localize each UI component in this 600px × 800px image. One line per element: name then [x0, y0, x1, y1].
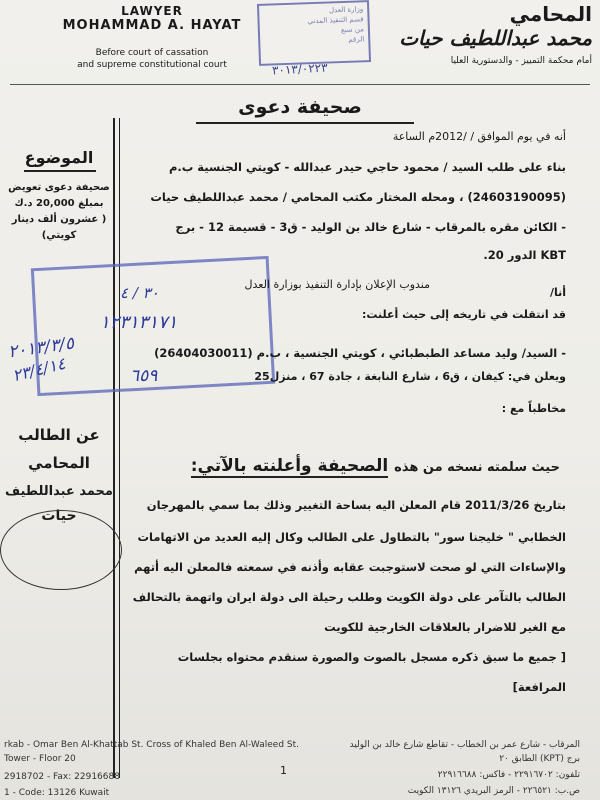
subject-line: ( عشرون ألف دينار: [11, 214, 107, 225]
court-line-1: Before court of cassation: [95, 48, 209, 58]
margin-line-outer: [113, 118, 115, 778]
footer-address-ar: المرقاب - شارع عمر بن الخطاب - تقاطع شارع خالد بن الوليد: [349, 740, 580, 750]
stamp-line: قسم التنفيذ المدني: [307, 15, 364, 26]
footer-address-en: Tower - Floor 20: [4, 754, 76, 764]
address-line-3: KBT الدور 20.: [483, 248, 566, 262]
requester-title: المحامي: [28, 454, 90, 472]
footer-phone-ar: تلفون: ٢٢٩١٦٧٠٢ - فاكس: ٢٢٩١٦٦٨٨: [437, 770, 580, 780]
address-line-2: - الكائن مقره بالمرقاب - شارع خالد بن الوليد - ق3 - قسيمة 12 - برج: [175, 220, 566, 234]
footer-code-ar: ص.ب: ٢٢٦٥٢١ - الرمز البريدي ١٣١٢٦ الكويت: [407, 786, 580, 796]
paragraph-line: الطالب بالتآمر على دولة الكويت وطلب رحيلة الى دولة ايران واتهمة بالتحالف: [132, 590, 566, 604]
subject-underline: [24, 170, 96, 172]
subject-line: صحيفة دعوى تعويض: [8, 182, 110, 193]
footer-phone-en: 2918702 - Fax: 22916688: [4, 772, 120, 782]
stamp-number: ٣٠١٣/٠٢٢٣: [271, 60, 328, 78]
footer-address-ar: برج (KPT) الطابق ٢٠: [499, 754, 580, 764]
header-divider: [10, 84, 590, 85]
footer-code-en: 1 - Code: 13126 Kuwait: [4, 788, 110, 798]
document-title: صحيفة دعوى: [238, 96, 362, 118]
lawyer-name-ar: محمد عبداللطيف حيات: [399, 26, 592, 50]
paragraph-line: [ جميع ما سبق ذكره مسجل بالصوت والصورة سنقدم محتواه بجلسات: [177, 650, 566, 664]
court-line-ar: أمام محكمة التمييز - والدستورية العليا: [450, 56, 592, 66]
page-number: 1: [280, 764, 287, 777]
letterhead-arabic: [362, 2, 592, 66]
party-line: بناء على طلب السيد / محمود حاجي حيدر عبدالله - كويتي الجنسية ب.م: [168, 160, 566, 174]
addressing-line: مخاطباً مع :: [501, 402, 566, 415]
heading-bold: الصحيفة وأعلنته بالآتي:: [190, 456, 389, 476]
stamp-handwriting: ٦٥٩: [130, 366, 158, 386]
subject-body: [6, 180, 112, 244]
date-line: أنه في يوم الموافق / /2012م الساعة: [392, 130, 566, 143]
received-stamp: [257, 0, 371, 66]
announcement-heading: [191, 456, 560, 476]
lawyer-name-en: MOHAMMAD A. HAYAT: [62, 18, 242, 33]
paragraph-line: بتاريخ 2011/3/26 قام المعلن اليه بساحة التغيير وذلك بما سمي بالمهرجان: [146, 498, 566, 512]
stamp-handwriting: ٢٠١٣/٣/٥: [6, 333, 76, 363]
lawyer-title-ar: المحامي: [509, 2, 592, 26]
stamp-handwriting: ٣٠ / ٤: [120, 284, 159, 302]
stamp-line: من سبع: [340, 25, 365, 35]
paragraph-line: مع الغير للاضرار بالعلاقات الخارجية للكويت: [324, 620, 566, 634]
heading-prefix: حيث سلمته نسخه من هذه: [394, 460, 560, 475]
requester-label: عن الطالب: [18, 426, 100, 444]
requester-surname: حيات: [41, 508, 77, 524]
footer-address-en: rkab - Omar Ben Al-Khattab St. Cross of Khaled Ben Al-Waleed St.: [4, 740, 299, 750]
ana-label: أنا/: [549, 286, 566, 299]
stamp-handwriting: ٢٣/٤/١٤: [10, 353, 68, 386]
paragraph-line: الخطابي " خليجنا سور" بالتطاول على الطالب وكال إليه العديد من الاتهامات: [137, 530, 566, 544]
signature-circle: [0, 510, 122, 590]
stamp-handwriting: ١٢٣١٣١٧١: [100, 312, 178, 333]
defendant-line: - السيد/ وليد مساعد الطبطبائي ، كويتي الجنسية ، ب.م (26404030011): [154, 346, 566, 360]
address-line-1: (24603190095) ، ومحله المختار مكتب المحامي / محمد عبداللطيف حيات: [150, 190, 566, 204]
paragraph-line: المرافعة]: [512, 680, 566, 694]
subject-title: الموضوع: [24, 148, 94, 167]
stamp-line: وزارة العدل: [328, 5, 364, 15]
margin-line-inner: [119, 118, 120, 778]
requester-name: محمد عبداللطيف: [5, 484, 113, 499]
defendant-address: ويعلن في: كيفان ، ق6 ، شارع النابغة ، جادة 67 ، منزل25: [254, 370, 566, 383]
stamp-line: الرقم: [348, 35, 365, 44]
subject-line: بمبلغ 20,000 د.ك: [14, 198, 104, 209]
subject-line: كويتي): [41, 230, 77, 241]
letterhead-english: [52, 4, 252, 71]
moved-line: قد انتقلت في تاريخه إلى حيث أعلنت:: [361, 308, 566, 321]
officer-line: مندوب الإعلان بإدارة التنفيذ بوزارة العدل: [244, 278, 430, 291]
title-underline: [196, 122, 414, 124]
lawyer-label: LAWYER: [121, 4, 183, 18]
court-line-2: and supreme constitutional court: [77, 60, 227, 70]
paragraph-line: والإساءات التي لو صحت لاستوجبت عقابه وأذنه في سمعته فالمعلن اليه أتهم: [134, 560, 566, 574]
